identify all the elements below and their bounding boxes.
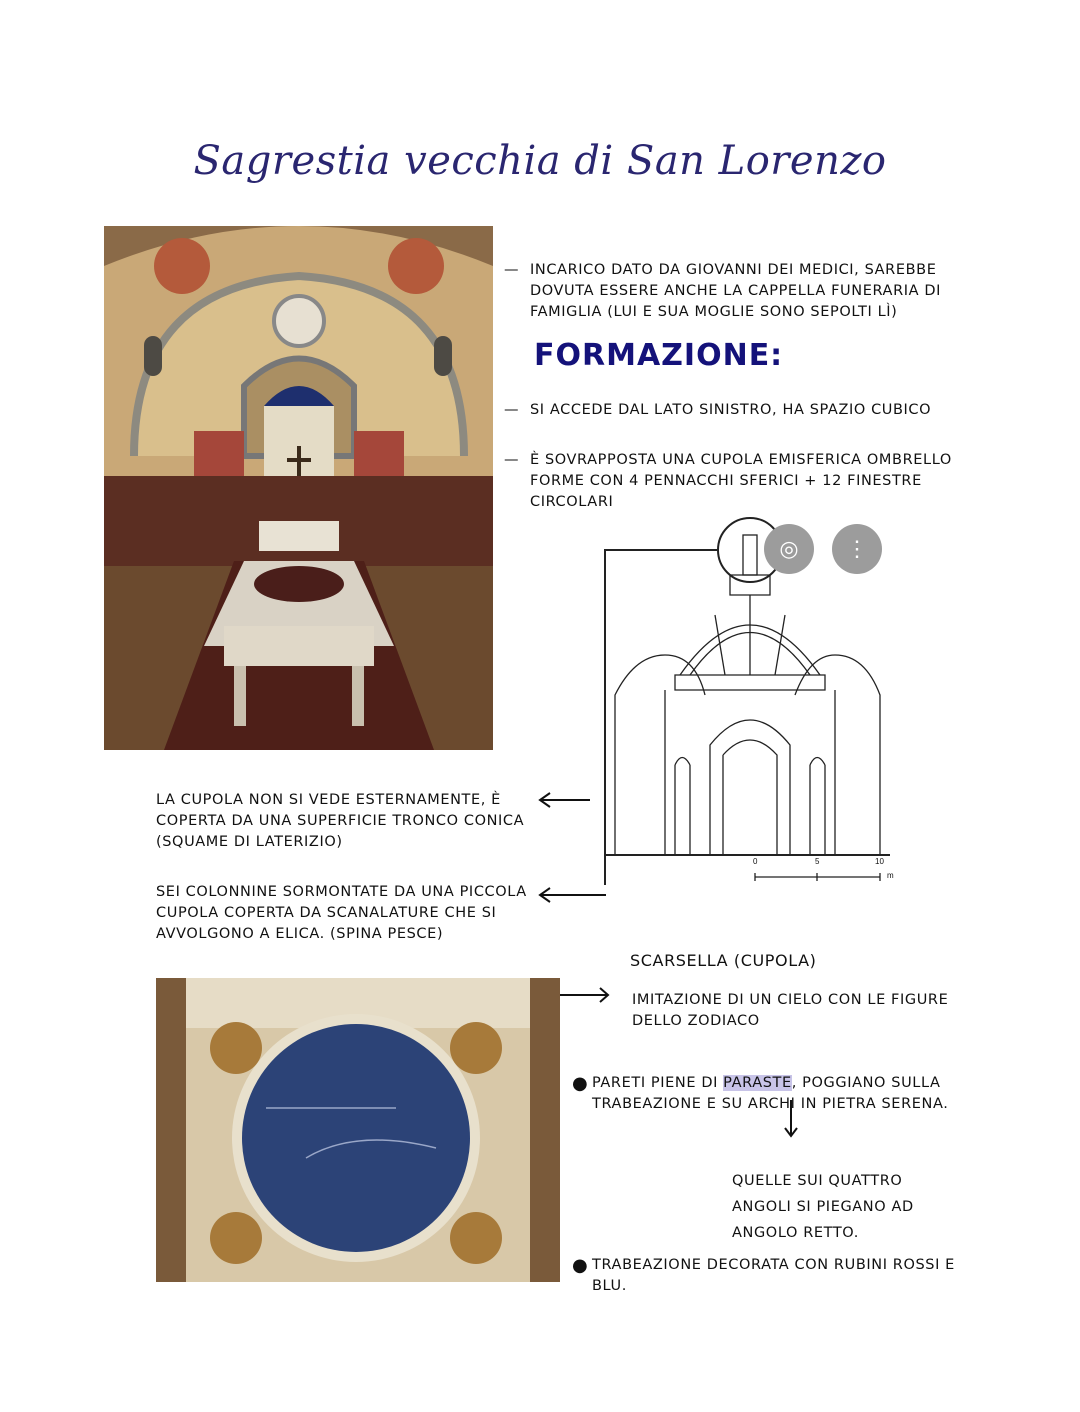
scale-label: 10	[875, 857, 884, 866]
arrow-icon	[560, 985, 612, 1005]
section-heading-formazione: FORMAZIONE:	[534, 338, 784, 373]
exterior-dome-note: LA CUPOLA NON SI VEDE ESTERNAMENTE, È COPERTA DA UNA SUPERFICIE TRONCO CONICA (SQUAME DI LATERIZIO)	[156, 792, 525, 850]
lens-icon[interactable]: ◎	[764, 524, 814, 574]
formazione-note-1: — SI ACCEDE DAL LATO SINISTRO, HA SPAZIO CUBICO	[530, 400, 1000, 421]
scarsella-ceiling-photo	[156, 978, 560, 1282]
bullet-trabeazione: ● TRABEAZIONE DECORATA CON RUBINI ROSSI E BLU.	[572, 1255, 955, 1294]
bullet-icon: ●	[572, 1255, 589, 1276]
scarsella-heading: SCARSELLA (CUPOLA)	[630, 951, 817, 970]
dash-marker: —	[504, 262, 520, 278]
sacristy-interior-photo	[104, 226, 493, 750]
page-title: Sagrestia vecchia di San Lorenzo	[193, 138, 887, 184]
corner-paraste-note: QUELLE SUI QUATTRO ANGOLI SI PIEGANO AD ANGOLO RETTO.	[732, 1173, 914, 1241]
scale-label: 5	[815, 857, 820, 866]
scarsella-note: IMITAZIONE DI UN CIELO CON LE FIGURE DELLO ZODIACO	[632, 992, 949, 1029]
bullet-paraste: ● PARETI PIENE DI PARASTE, POGGIANO SULLA TRABEAZIONE E SU ARCHI IN PIETRA SERENA.	[572, 1073, 949, 1112]
lantern-note: SEI COLONNINE SORMONTATE DA UNA PICCOLA CUPOLA COPERTA DA SCANALATURE CHE SI AVVOLGONO A ELICA. (SPINA PESCE)	[156, 884, 527, 942]
scale-label: m	[887, 871, 894, 880]
dash-marker: —	[504, 452, 520, 468]
bullet-icon: ●	[572, 1073, 589, 1094]
intro-note: — INCARICO DATO DA GIOVANNI DEI MEDICI, SAREBBE DOVUTA ESSERE ANCHE LA CAPPELLA FUNERARIA DI FAMIGLIA (LUI E SUA MOGLIE SONO SEPOLTI LÌ)	[504, 262, 941, 320]
dash-marker: —	[504, 402, 520, 418]
more-vertical-icon[interactable]: ⋮	[832, 524, 882, 574]
highlighted-word: PARASTE	[723, 1075, 792, 1091]
arrow-down-icon	[784, 1100, 798, 1140]
formazione-note-2: — È SOVRAPPOSTA UNA CUPOLA EMISFERICA OMBRELLO FORME CON 4 PENNACCHI SFERICI + 12 FINESTRE CIRCOLARI	[504, 452, 952, 510]
scale-label: 0	[753, 857, 758, 866]
